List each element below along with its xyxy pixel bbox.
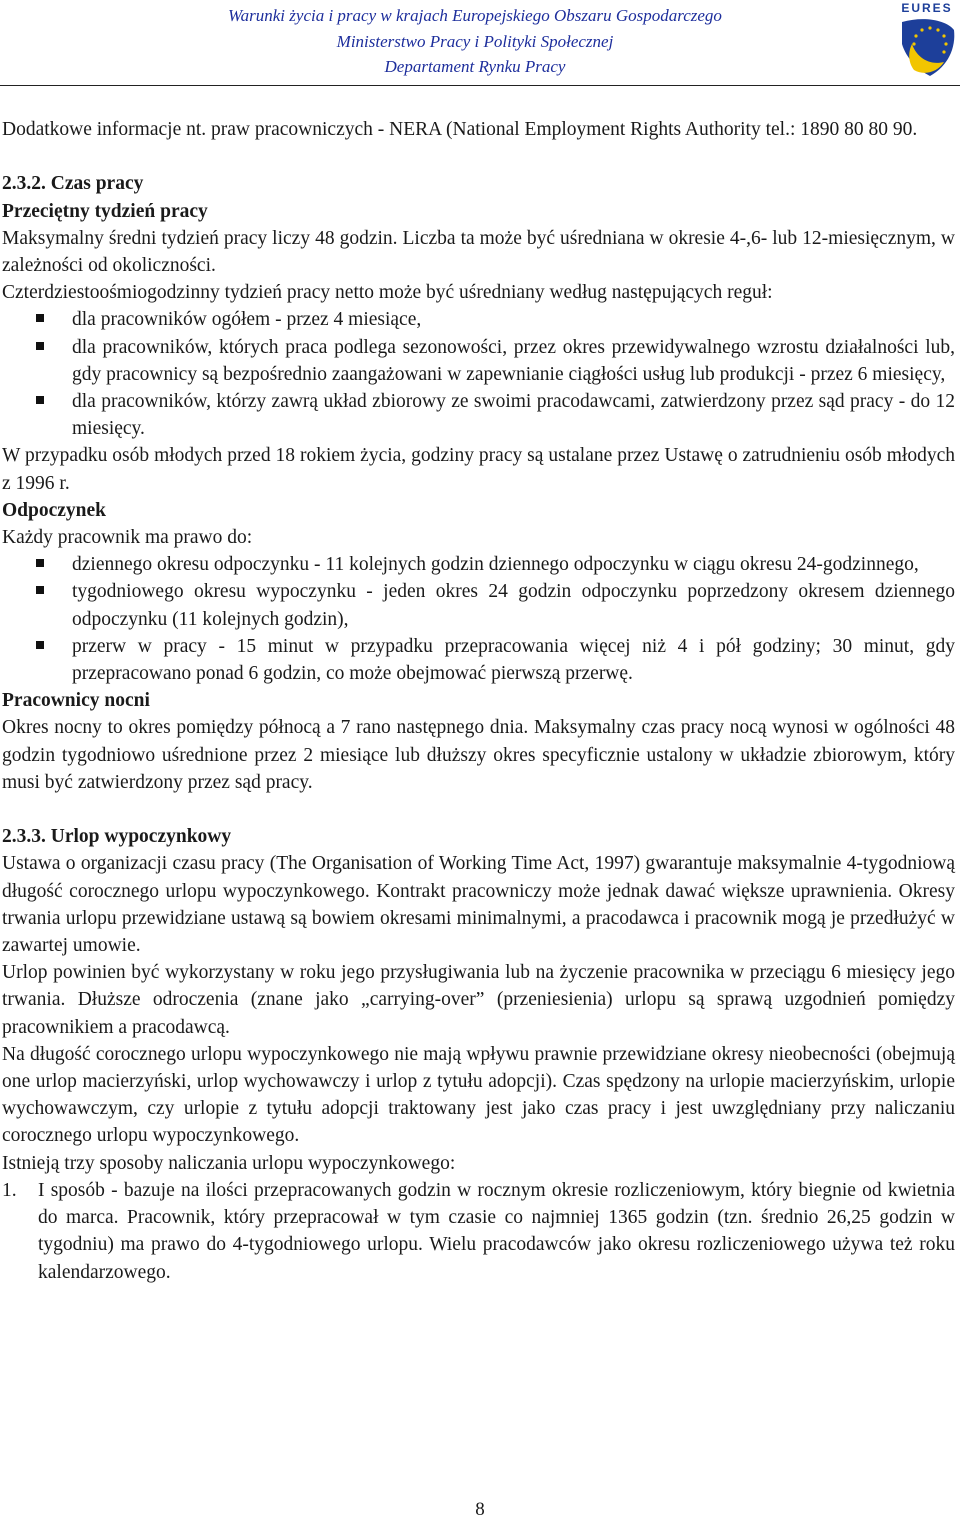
intro-paragraph: Dodatkowe informacje nt. praw pracowniczych - NERA (National Employment Rights Authority tel.: 1890 80 80 90.: [2, 119, 918, 140]
header-line-department: Departament Rynku Pracy: [384, 57, 566, 76]
bullet-icon: [36, 586, 44, 594]
paragraph-leave-usage: Urlop powinien być wykorzystany w roku jego przysługiwania lub na życzenie pracownika w przeciągu 6 miesięcy jego trwania. Dłuższe odroczenia (znane jako „carrying-over” (przeniesienia) urlopu są sprawą uzgodnień pomiędzy pracownikiem a pracodawcą.: [2, 962, 955, 1038]
list-item-text: dziennego okresu odpoczynku - 11 kolejnych godzin dziennego odpoczynku w ciągu okresu 24-godzinnego,: [72, 554, 919, 576]
bullet-icon: [36, 396, 44, 404]
paragraph-rest-intro: Każdy pracownik ma prawo do:: [2, 527, 253, 549]
averaging-rules-list: [2, 306, 955, 442]
eures-logo-icon: [894, 0, 960, 80]
svg-text:EURES: EURES: [901, 1, 953, 15]
list-item-text: I sposób - bazuje na ilości przepracowanych godzin w rocznym okresie rozliczeniowym, który biegnie od kwietnia do marca. Pracownik, który przepracował w tym czasie co najmniej 1365 godzin (tzn. średnio 26,25 godzin w tygodniu) ma prawo do 4-tygodniowego urlopu. Wielu pracodawców jako okresu rozliczeniowego używa też roku kalendarzowego.: [38, 1179, 955, 1283]
rest-entitlements-list: [2, 551, 955, 687]
list-item: [2, 578, 955, 632]
bullet-icon: [36, 342, 44, 350]
paragraph-young-workers: W przypadku osób młodych przed 18 rokiem życia, godziny pracy są ustalane przez Ustawę o zatrudnieniu osób młodych z 1996 r.: [2, 445, 955, 494]
list-item: [2, 551, 955, 578]
list-item-text: tygodniowego okresu wypoczynku - jeden okres 24 godzin odpoczynku poprzedzony okresem dziennego odpoczynku (11 kolejnych godzin),: [72, 581, 955, 630]
section-heading-working-time: 2.3.2. Czas pracy: [2, 173, 144, 195]
bullet-icon: [36, 641, 44, 649]
list-item-text: dla pracowników ogółem - przez 4 miesiące,: [72, 309, 422, 331]
paragraph-leave-act: Ustawa o organizacji czasu pracy (The Organisation of Working Time Act, 1997) gwarantuje maksymalnie 4-tygodniową długość corocznego urlopu wypoczynkowego. Kontrakt pracowniczy może jednak dawać większe uprawnienia. Okresy trwania urlopu przewidziane ustawą są bowiem okresami minimalnymi, a pracodawca i pracownik mogą je przedłużyć w zawartej umowie.: [2, 853, 955, 957]
list-item-text: dla pracowników, których praca podlega sezonowości, przez okres przewidywalnego wzrostu działalności lub, gdy pracownicy są bezpośrednio zaangażowani w zapewnianie ciągłości usług lub produkcji - przez 6 miesięcy,: [72, 336, 955, 385]
page-number: 8: [475, 1499, 485, 1520]
paragraph-averaging: Czterdziestoośmiogodzinny tydzień pracy netto może być uśredniany według następujących reguł:: [2, 282, 773, 304]
list-item: [2, 1177, 955, 1286]
document-body: [2, 116, 955, 1286]
spacer: [2, 796, 955, 823]
list-item: [2, 388, 955, 442]
subheading-rest: Odpoczynek: [2, 499, 107, 521]
paragraph-leave-methods-intro: Istnieją trzy sposoby naliczania urlopu wypoczynkowego:: [2, 1152, 456, 1174]
paragraph-night-workers: Okres nocny to okres pomiędzy północą a 7 rano następnego dnia. Maksymalny czas pracy nocą wynosi w ogólności 48 godzin tygodniowo uśrednione przez 2 miesiące lub dłuższy okres specyficznie ustalony w układzie zbiorowym, który musi być zatwierdzony przez sąd pracy.: [2, 717, 955, 793]
list-item-text: przerw w pracy - 15 minut w przypadku przepracowania więcej niż 4 i pół godziny; 30 minut, gdy przepracowano ponad 6 godzin, co może obejmować pierwszą przerwę.: [72, 635, 955, 685]
list-item: [2, 334, 955, 388]
list-item: [2, 633, 955, 687]
list-item: [2, 306, 955, 333]
subheading-average-week: Przeciętny tydzień pracy: [2, 200, 208, 222]
list-item-number: 1.: [2, 1179, 17, 1201]
header-line-title: Warunki życia i pracy w krajach Europejskiego Obszaru Gospodarczego: [228, 6, 722, 25]
bullet-icon: [36, 314, 44, 322]
header-line-ministry: Ministerstwo Pracy i Polityki Społecznej: [336, 31, 614, 51]
section-heading-annual-leave: 2.3.3. Urlop wypoczynkowy: [2, 826, 232, 848]
bullet-icon: [36, 559, 44, 567]
header-divider: [0, 85, 960, 86]
subheading-night-workers: Pracownicy nocni: [2, 690, 150, 712]
spacer: [2, 143, 955, 170]
header-text: [0, 3, 960, 80]
paragraph-leave-absences: Na długość corocznego urlopu wypoczynkowego nie mają wpływu prawnie przewidziane okresy nieobecności (obejmują one urlop macierzyński, urlop wychowawczy i urlop z tytułu adopcji). Czas spędzony na urlopie macierzyńskim, urlopie wychowawczym, czy urlopie z tytułu adopcji traktowany jest jako czas pracy i jest uwzględniany przy naliczaniu corocznego urlopu wypoczynkowego.: [2, 1043, 955, 1147]
list-item-text: dla pracowników, którzy zawrą układ zbiorowy ze swoimi pracodawcami, zatwierdzony przez sąd pracy - do 12 miesięcy.: [72, 391, 955, 440]
page-header: [0, 0, 960, 84]
leave-methods-list: [2, 1177, 955, 1286]
paragraph-max-week: Maksymalny średni tydzień pracy liczy 48 godzin. Liczba ta może być uśredniana w okresie 4-,6- lub 12-miesięcznym, w zależności od okoliczności.: [2, 227, 955, 276]
